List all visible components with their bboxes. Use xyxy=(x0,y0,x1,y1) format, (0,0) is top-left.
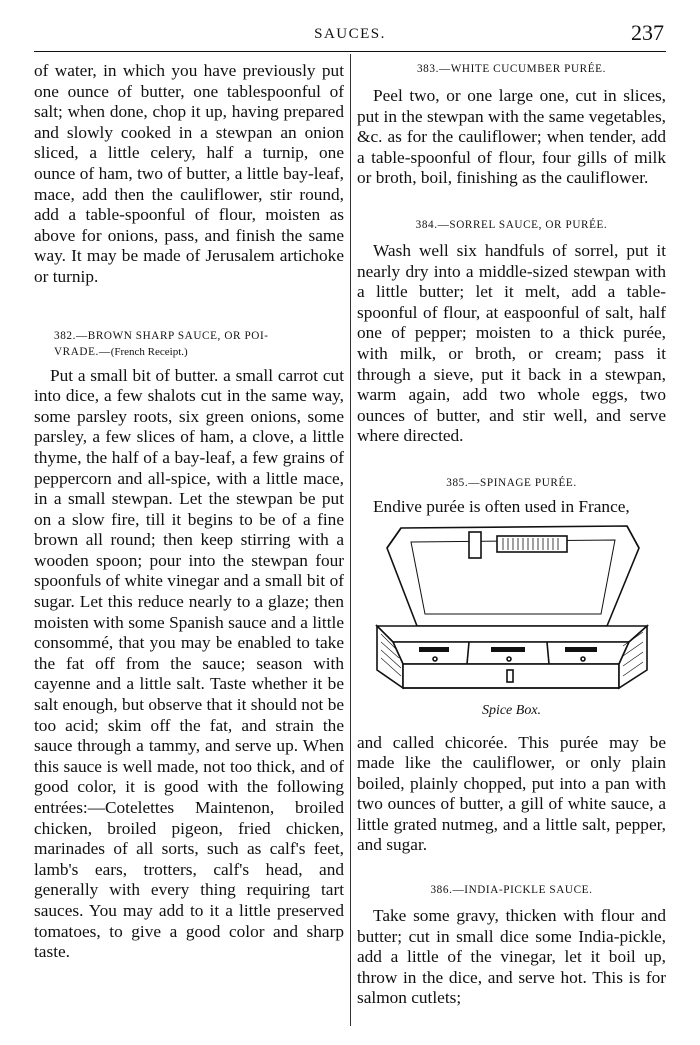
spice-box-illustration xyxy=(357,518,666,696)
figure-caption: Spice Box. xyxy=(481,702,542,718)
recipe-382-text: Put a small bit of butter. a small carrot cut into dice, a few shalots cut in the same way, some parsley roots, six green onions, some parsley, a few slices of ham, a clove, a little thyme, the half of a bay-leaf, a few grains of peppercorn and all-spice, with a little mace, in a small stewpan. Let the stewpan be put on a slow fire, till it begins to be of a fine brown all round; then keep stirring with a wooden spoon; pour into the stewpan four spoonfuls of white vinegar and a small bit of sugar. Let this reduce nearly to a glaze; then moisten with some Spanish sauce and a little consommé, that you may be enabled to take the fat off from the sauce; season with cayenne and a little salt. Taste whether it be salt enough, but observe that it should not be too acid; skim off the fat, and strain the sauce through a tammy, and serve up. When this sauce is well made, not too thick, and of good color, it is good with the following entrées:—Cotelettes Maintenon, broiled chicken, broiled pigeon, fried chicken, marinades of all sorts, such as calf's feet, lamb's ears, trotters, calf's head, and generally with every thing requiring tart sauces. You may add to it a little preserved tomatoes, to give a good color and sharp taste. xyxy=(34,365,344,962)
column-divider xyxy=(350,54,351,1026)
recipe-382-heading xyxy=(34,328,344,360)
page-header xyxy=(34,18,666,48)
recipe-382-heading-note: (French Receipt.) xyxy=(110,345,188,358)
recipe-383-text: Peel two, or one large one, cut in slices, put in the stewpan with the same vegetables, &c. as for the cauliflower; when tender, add a table-spoonful of flour, four gills of milk or broth, boil, finishing as the cauliflower. xyxy=(357,86,666,188)
recipe-386-text: Take some gravy, thicken with flour and butter; cut in small dice some India-pickle, add a little of the vinegar, let it boil up, throw in the dice, and serve hot. This is for salmon cutlets; xyxy=(357,906,666,1008)
spice-box-figure xyxy=(357,518,666,719)
recipe-382-heading-line1: 382.—BROWN SHARP SAUCE, OR POI- xyxy=(54,329,269,342)
continued-paragraph: of water, in which you have previously put one ounce of butter, one tablespoonful of salt; when done, chop it up, having prepared and slowly cooked in a stewpan an onion sliced, a little celery, half a turnip, one ounce of ham, two of butter, a little bay-leaf, mace, add then the cauliflower, stir round, add a table-spoonful of flour, moisten as above for onions, pass, and finish the same way. It may be made of Jerusalem artichoke or turnip. xyxy=(34,61,344,286)
recipe-384-heading: 384.—SORREL SAUCE, OR PURÉE. xyxy=(415,218,608,231)
recipe-382-heading-line2: VRADE.— xyxy=(54,345,111,358)
page-number: 237 xyxy=(631,20,664,45)
recipe-385-text-after: and called chicorée. This purée may be made like the cauliflower, or only plain boiled, plainly chopped, put into a pan with two ounces of butter, a gill of white sauce, a little grated nutmeg, and a little salt, pepper, and sugar. xyxy=(357,732,666,855)
recipe-385-text-before: Endive purée is often used in France, xyxy=(373,496,630,516)
left-column xyxy=(34,61,344,963)
recipe-383-heading: 383.—WHITE CUCUMBER PURÉE. xyxy=(416,63,606,75)
recipe-385-heading: 385.—SPINAGE PURÉE. xyxy=(446,476,577,489)
right-column xyxy=(357,61,666,1009)
recipe-386-heading: 386.—INDIA-PICKLE SAUCE. xyxy=(430,884,593,897)
header-rule xyxy=(34,51,666,52)
recipe-384-text: Wash well six handfuls of sorrel, put it nearly dry into a middle-sized stewpan with a little butter; let it melt, add a table-spoonful of flour, at easpoonful of salt, half one of pepper; moisten to a thick purée, with milk, or broth, or cream; pass it through a sieve, put it back in a stewpan, warm again, add two whole eggs, two ounces of butter, and stir well, and serve where directed. xyxy=(357,240,666,446)
running-head: SAUCES. xyxy=(314,26,386,42)
